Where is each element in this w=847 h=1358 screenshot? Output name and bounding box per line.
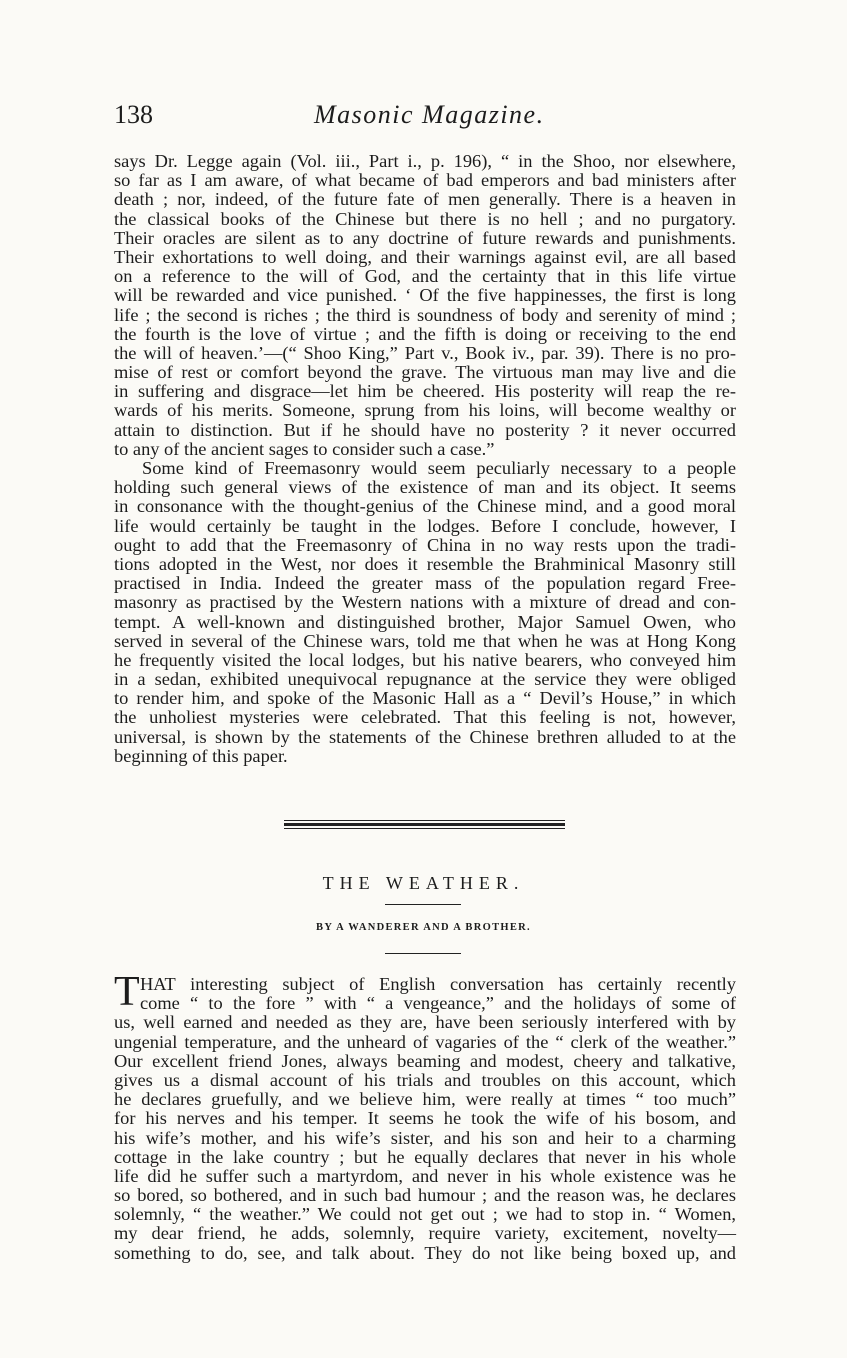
text-line: served in several of the Chinese wars, told me that when he was at Hong Kong <box>114 630 736 651</box>
text-line: Their oracles are silent as to any doctrine of future rewards and punishments. <box>114 227 736 248</box>
text-line: gives us a dismal account of his trials and troubles on this account, which <box>114 1069 736 1090</box>
text-line: Their exhortations to well doing, and their warnings against evil, are all based <box>114 246 736 267</box>
title-rule <box>385 904 461 905</box>
text-line: cottage in the lake country ; but he equally declares that never in his whole <box>114 1146 736 1167</box>
text-line: mise of rest or comfort beyond the grave. The virtuous man may live and die <box>114 362 736 383</box>
article-title: THE WEATHER. <box>322 873 525 893</box>
text-line: he frequently visited the local lodges, but his native bearers, who conveyed him <box>114 649 736 670</box>
text-line: something to do, see, and talk about. They do not like being boxed up, and <box>114 1242 736 1263</box>
running-head <box>114 100 734 136</box>
text-line: come “ to the fore ” with “ a vengeance,” and the holidays of some of <box>140 993 736 1014</box>
text-line: on a reference to the will of God, and the certainty that in this life virtue <box>114 266 736 287</box>
article-byline: BY A WANDERER AND A BROTHER. <box>316 922 531 933</box>
text-line: masonry as practised by the Western nations with a mixture of dread and con- <box>114 592 736 613</box>
text-line: the fourth is the love of virtue ; and the fifth is doing or receiving to the end <box>114 323 736 344</box>
text-line: tempt. A well-known and distinguished brother, Major Samuel Owen, who <box>114 611 736 632</box>
text-line: he declares gruefully, and we believe him, were really at times “ too much” <box>114 1089 736 1110</box>
text-line: ungenial temperature, and the unheard of vagaries of the “ clerk of the weather.” <box>114 1031 736 1052</box>
continued-article-text <box>114 152 736 766</box>
text-line: to any of the ancient sages to consider such a case.” <box>114 438 495 459</box>
text-line: will be rewarded and vice punished. ‘ Of the five happinesses, the first is long <box>114 285 736 306</box>
text-line: his wife’s mother, and his wife’s sister, and his son and heir to a charming <box>114 1127 736 1148</box>
text-line: in suffering and disgrace—let him be cheered. His posterity will reap the re- <box>114 381 736 402</box>
text-line: life did he suffer such a martyrdom, and never in his whole existence was he <box>114 1165 736 1186</box>
text-line: wards of his merits. Someone, sprung from his loins, will become wealthy or <box>114 400 736 421</box>
drop-cap: T <box>114 969 140 1015</box>
text-line: tions adopted in the West, nor does it resemble the Brahminical Masonry still <box>114 553 736 574</box>
text-line: death ; nor, indeed, of the future fate of men generally. There is a heaven in <box>114 189 736 210</box>
text-line: to render him, and spoke of the Masonic Hall as a “ Devil’s House,” in which <box>114 688 736 709</box>
running-title: Masonic Magazine. <box>314 100 545 129</box>
text-line: beginning of this paper. <box>114 745 288 766</box>
text-line: the will of heaven.’—(“ Shoo King,” Part v., Book iv., par. 39). There is no pro- <box>114 342 736 363</box>
text-line: in consonance with the thought-genius of the Chinese mind, and a good moral <box>114 496 736 517</box>
text-line: my dear friend, he adds, solemnly, require variety, excitement, novelty— <box>114 1223 736 1244</box>
text-line: the unholiest mysteries were celebrated. That this feeling is not, however, <box>114 707 736 728</box>
text-line: life ; the second is riches ; the third is soundness of body and serenity of mind ; <box>114 304 736 325</box>
byline-rule <box>385 953 461 954</box>
page-number: 138 <box>114 100 153 129</box>
section-divider <box>284 820 565 831</box>
text-line: says Dr. Legge again (Vol. iii., Part i., p. 196), “ in the Shoo, nor elsewhere, <box>114 151 736 171</box>
text-line: practised in India. Indeed the greater mass of the population regard Free- <box>114 573 736 594</box>
text-line: HAT interesting subject of English conversation has certainly recently <box>140 974 736 994</box>
text-line: Our excellent friend Jones, always beaming and modest, cheery and talkative, <box>114 1050 736 1071</box>
article-body <box>114 975 736 1263</box>
text-line: for his nerves and his temper. It seems he took the wife of his bosom, and <box>114 1108 736 1129</box>
text-line: Some kind of Freemasonry would seem peculiarly necessary to a people <box>142 458 736 478</box>
text-line: universal, is shown by the statements of the Chinese brethren alluded to at the <box>114 726 736 747</box>
text-line: life would certainly be taught in the lodges. Before I conclude, however, I <box>114 515 736 536</box>
text-line: us, well earned and needed as they are, have been seriously interfered with by <box>114 1012 736 1033</box>
text-line: holding such general views of the existence of man and its object. It seems <box>114 477 736 498</box>
text-line: so far as I am aware, of what became of bad emperors and bad ministers after <box>114 170 736 191</box>
text-line: in a sedan, exhibited unequivocal repugnance at the service they were obliged <box>114 669 736 690</box>
text-line: so bored, so bothered, and in such bad humour ; and the reason was, he declares <box>114 1185 736 1206</box>
text-line: ought to add that the Freemasonry of China in no way rests upon the tradi- <box>114 534 736 555</box>
text-line: solemnly, “ the weather.” We could not get out ; we had to stop in. “ Women, <box>114 1204 736 1225</box>
text-line: attain to distinction. But if he should have no posterity ? it never occurred <box>114 419 736 440</box>
text-line: the classical books of the Chinese but there is no hell ; and no purgatory. <box>114 208 736 229</box>
